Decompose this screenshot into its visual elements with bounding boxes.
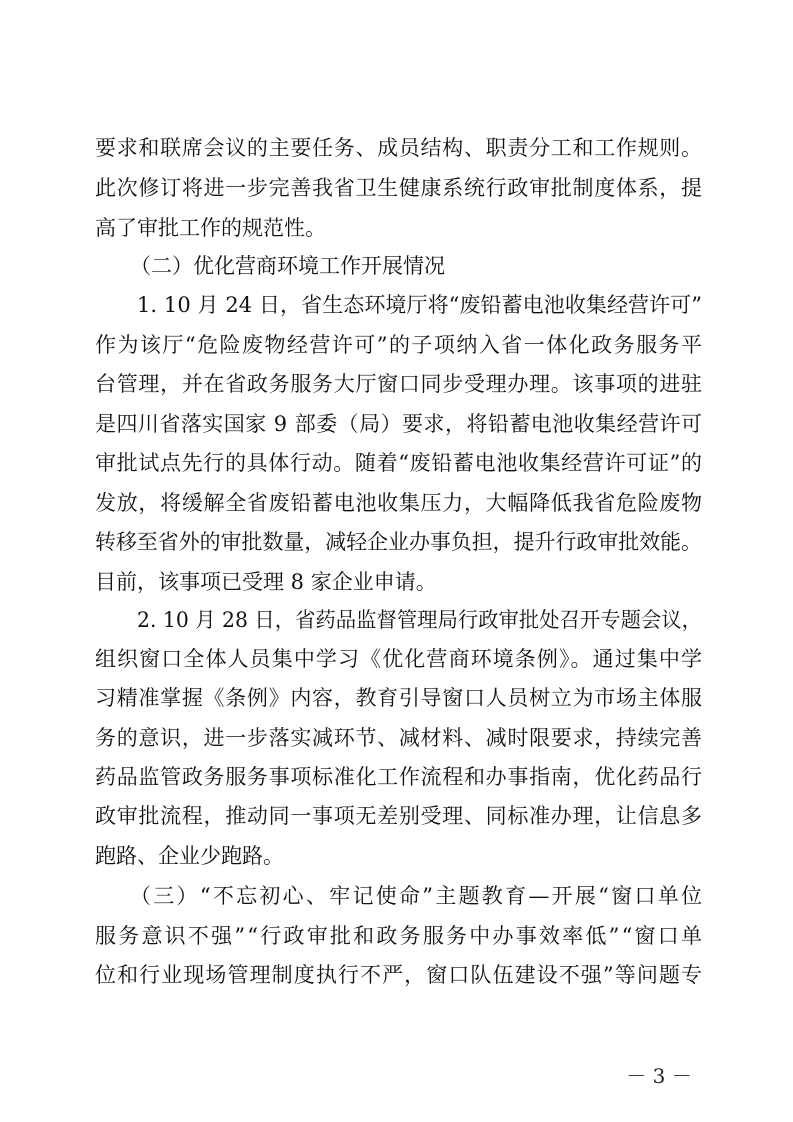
item-1-line: [0, 364, 793, 404]
item-2-line: [0, 600, 793, 640]
paragraph-text: 要求和联席会议的主要任务、成员结构、职责分工和工作规则。: [95, 136, 703, 160]
item-1-text: 台管理，并在省政务服务大厅窗口同步受理办理。该事项的进驻: [95, 372, 703, 396]
item-1-text: 审批试点先行的具体行动。随着“废铅蓄电池收集经营许可证”的: [95, 451, 703, 475]
item-1-text: 目前，该事项已受理 8 家企业申请。: [95, 570, 437, 594]
section-heading: [0, 246, 793, 286]
item-2-line: [0, 836, 793, 876]
item-2-text: 跑路、企业少跑路。: [95, 844, 284, 868]
item-2-text: 政审批流程，推动同一事项无差别受理、同标准办理，让信息多: [95, 804, 703, 828]
item-2-line: [0, 718, 793, 758]
paragraph-line: [0, 168, 793, 208]
item-1-line: [0, 483, 793, 523]
item-1-text: 作为该厅“危险废物经营许可”的子项纳入省一体化政务服务平: [95, 333, 704, 357]
section-heading-line: [0, 916, 793, 956]
page-number: － 3 －: [626, 1064, 692, 1088]
item-1-line: [0, 285, 793, 325]
item-1-line: [0, 325, 793, 365]
item-1-line: [0, 562, 793, 602]
item-2-text: 习精准掌握《条例》内容，教育引导窗口人员树立为市场主体服: [95, 686, 703, 710]
item-1-line: [0, 522, 793, 562]
item-1-line: [0, 443, 793, 483]
item-2-text: 2. 10 月 28 日，省药品监督管理局行政审批处召开专题会议，: [137, 608, 702, 632]
section-heading-text: （三）“不忘初心、牢记使命”主题教育—开展“窗口单位: [130, 884, 705, 908]
section-heading-text: 服务意识不强”“行政审批和政务服务中办事效率低”“窗口单: [95, 924, 705, 948]
item-2-line: [0, 757, 793, 797]
item-1-text: 转移至省外的审批数量，减轻企业办事负担，提升行政审批效能。: [95, 530, 702, 554]
section-heading-text: 位和行业现场管理制度执行不严，窗口队伍建设不强”等问题专: [95, 963, 704, 987]
item-1-line: [0, 404, 793, 444]
item-2-line: [0, 678, 793, 718]
item-1-text: 发放，将缓解全省废铅蓄电池收集压力，大幅降低我省危险废物: [95, 491, 703, 515]
paragraph-text: 此次修订将进一步完善我省卫生健康系统行政审批制度体系，提: [95, 176, 703, 200]
paragraph-text: 高了审批工作的规范性。: [95, 216, 326, 240]
item-1-text: 1. 10 月 24 日，省生态环境厅将“废铅蓄电池收集经营许可”: [137, 293, 703, 317]
section-heading-line: [0, 955, 793, 995]
paragraph-line: [0, 128, 793, 168]
item-2-text: 组织窗口全体人员集中学习《优化营商环境条例》。通过集中学: [95, 647, 704, 671]
paragraph-line: [0, 208, 793, 248]
item-2-line: [0, 639, 793, 679]
item-2-line: [0, 796, 793, 836]
section-heading-text: （二）优化营商环境工作开展情况: [130, 254, 445, 278]
item-2-text: 务的意识，进一步落实减环节、减材料、减时限要求，持续完善: [95, 726, 703, 750]
item-1-text: 是四川省落实国家 9 部委（局）要求，将铅蓄电池收集经营许可: [95, 412, 703, 436]
item-2-text: 药品监管政务服务事项标准化工作流程和办事指南，优化药品行: [95, 765, 703, 789]
section-heading-line: [0, 876, 793, 916]
